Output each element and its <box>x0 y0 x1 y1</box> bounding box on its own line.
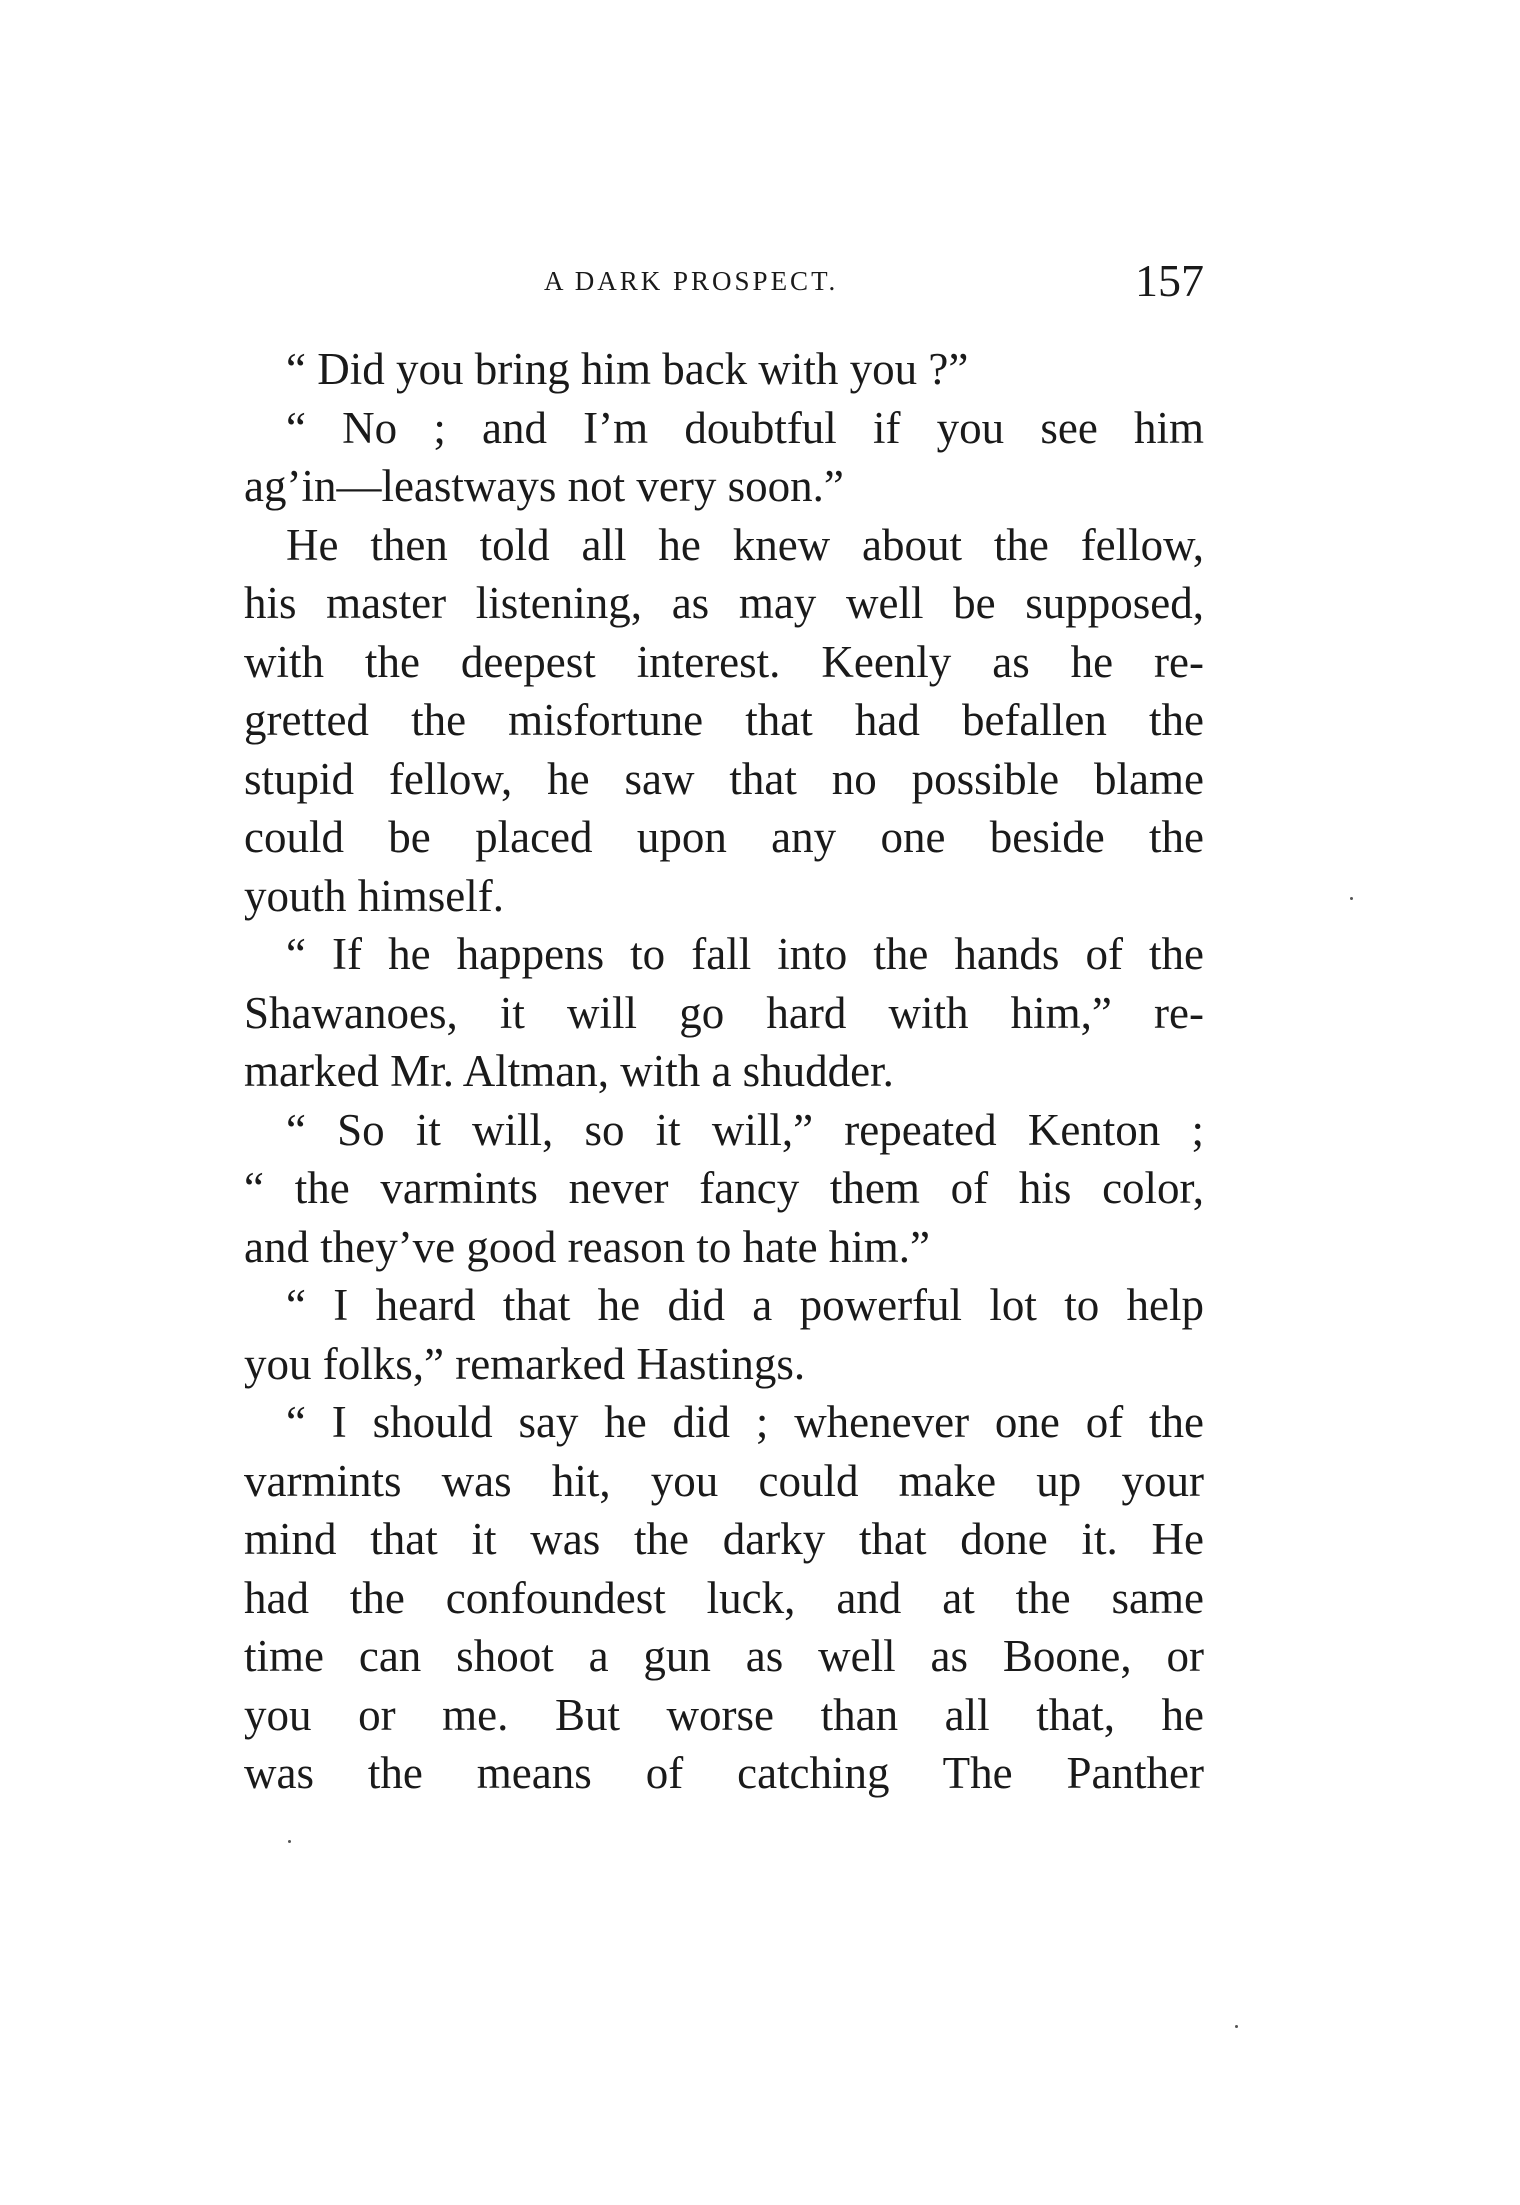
body-text <box>244 340 1204 1803</box>
text-line: stupid fellow, he saw that no possible blame <box>244 753 1204 804</box>
text-line: mind that it was the darky that done it. He <box>244 1514 1204 1564</box>
text-line: with the deepest interest. Keenly as he re- <box>244 636 1204 687</box>
text-line: his master listening, as may well be supposed, <box>244 578 1204 628</box>
text-line: varmints was hit, you could make up your <box>244 1455 1204 1506</box>
running-head <box>244 250 1204 310</box>
text-line: you or me. But worse than all that, he <box>244 1689 1204 1740</box>
page-number: 157 <box>1135 255 1204 306</box>
text-line: could be placed upon any one beside the <box>244 812 1204 862</box>
text-line: “ No ; and I’m doubtful if you see him <box>286 402 1204 453</box>
paper-speck <box>1235 2025 1238 2028</box>
text-line: “ the varmints never fancy them of his color, <box>244 1163 1204 1213</box>
running-title: A DARK PROSPECT. <box>544 266 839 296</box>
text-line: ag’in—leastways not very soon.” <box>244 461 844 511</box>
text-line: gretted the misfortune that had befallen the <box>244 695 1204 745</box>
text-line: had the confoundest luck, and at the same <box>244 1572 1204 1623</box>
paper-speck <box>1350 897 1353 900</box>
text-line: was the means of catching The Panther <box>244 1748 1204 1798</box>
text-line: Shawanoes, it will go hard with him,” re- <box>244 987 1204 1038</box>
text-line: youth himself. <box>244 870 504 921</box>
text-line: time can shoot a gun as well as Boone, or <box>244 1631 1204 1681</box>
text-line: marked Mr. Altman, with a shudder. <box>244 1046 894 1096</box>
text-line: “ Did you bring him back with you ?” <box>286 344 969 394</box>
text-line: you folks,” remarked Hastings. <box>244 1338 806 1389</box>
text-line: “ I should say he did ; whenever one of the <box>286 1397 1204 1447</box>
text-line: “ I heard that he did a powerful lot to help <box>286 1280 1204 1330</box>
text-line: “ So it will, so it will,” repeated Kenton ; <box>286 1104 1204 1155</box>
paper-speck <box>288 1840 291 1843</box>
text-line: “ If he happens to fall into the hands of the <box>286 929 1204 979</box>
text-line: and they’ve good reason to hate him.” <box>244 1221 931 1272</box>
text-line: He then told all he knew about the fellow, <box>286 519 1204 570</box>
